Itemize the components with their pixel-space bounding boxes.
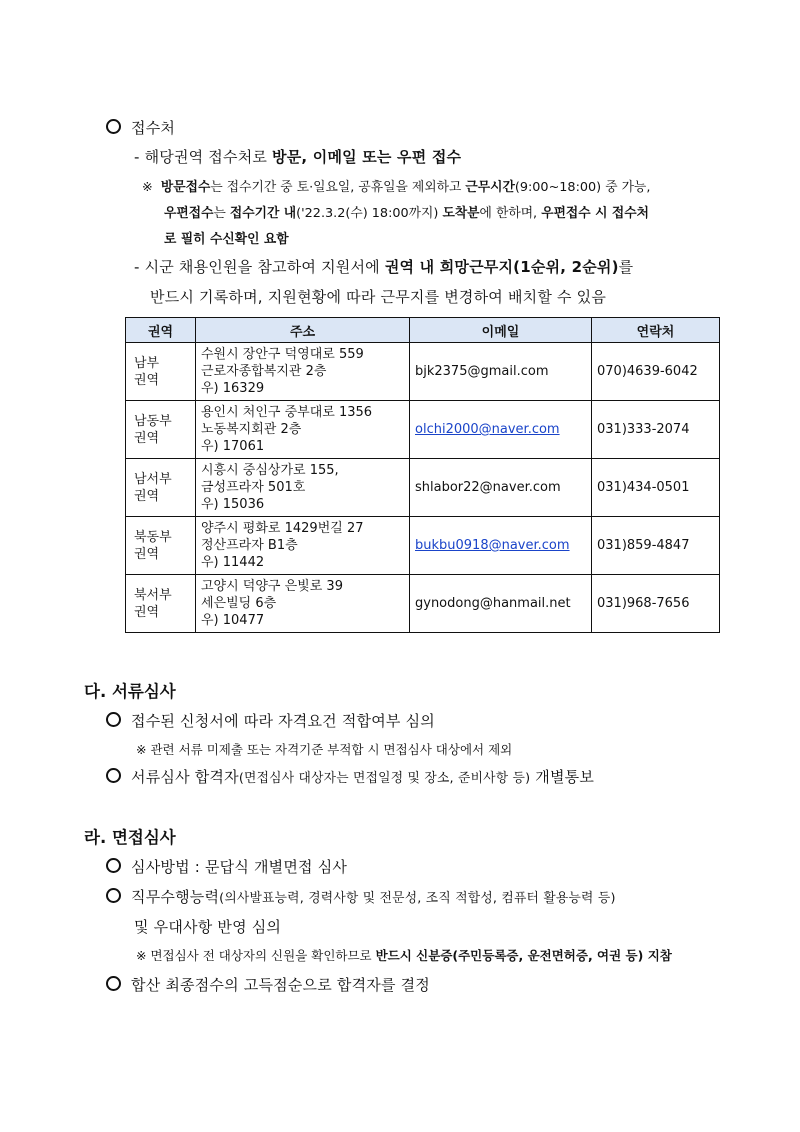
text-bold: 도착분	[442, 206, 480, 221]
text-bold: 근무시간	[465, 180, 515, 195]
phone-cell	[592, 575, 720, 633]
text: 접수된 신청서에 따라 자격요건 적합여부 심의	[131, 712, 435, 730]
interview-item-2-line-2	[134, 916, 281, 937]
text: (9:00~18:00) 중 가능,	[514, 180, 651, 195]
interview-item-1	[106, 856, 347, 877]
phone-text: 031)968-7656	[597, 596, 690, 611]
text: 합산 최종점수의 고득점순으로 합격자를 결정	[131, 976, 430, 994]
email-link[interactable]: bukbu0918@naver.com	[415, 538, 570, 553]
text: 는 접수기간 중 토·일요일, 공휴일을 제외하고	[210, 180, 466, 195]
region-cell	[126, 343, 196, 401]
heading-text: 다. 서류심사	[84, 682, 176, 701]
text: 직무수행능력	[131, 888, 220, 906]
circle-bullet-icon	[106, 119, 121, 134]
table-row	[126, 517, 720, 575]
section-heading-interview	[84, 824, 176, 848]
region-name: 남서부	[134, 471, 172, 487]
interview-item-2	[106, 886, 616, 907]
address-line: 세은빌딩 6층	[201, 596, 277, 611]
postal-code: 우) 15036	[201, 497, 265, 512]
region-suffix: 권역	[134, 488, 160, 504]
region-cell	[126, 517, 196, 575]
phone-text: 031)333-2074	[597, 422, 690, 437]
circle-bullet-icon	[106, 976, 121, 991]
email-link[interactable]: olchi2000@naver.com	[415, 422, 560, 437]
header-email: 이메일	[410, 318, 592, 343]
email-text: bjk2375@gmail.com	[415, 364, 549, 379]
address-line: 근로자종합복지관 2층	[201, 364, 327, 379]
email-cell	[410, 343, 592, 401]
address-line: 금성프라자 501호	[201, 480, 306, 495]
document-review-item-2	[106, 766, 594, 787]
region-cell	[126, 401, 196, 459]
address-line: 고양시 덕양구 은빛로 39	[201, 579, 343, 594]
address-line: 노동복지회관 2층	[201, 422, 302, 437]
circle-bullet-icon	[106, 888, 121, 903]
reception-note-line-1	[142, 176, 650, 195]
text: - 시군 채용인원을 참고하여 지원서에	[134, 258, 385, 276]
table-row	[126, 459, 720, 517]
region-suffix: 권역	[134, 372, 160, 388]
text: 서류심사 합격자	[131, 768, 239, 786]
document-review-note	[136, 740, 512, 758]
table-row	[126, 401, 720, 459]
header-phone: 연락처	[592, 318, 720, 343]
header-address: 주소	[196, 318, 410, 343]
text-bold: 권역 내 희망근무지(1순위, 2순위)	[384, 258, 619, 276]
reception-contacts-table	[125, 317, 720, 633]
postal-code: 우) 10477	[201, 613, 265, 628]
text: ※ 관련 서류 미제출 또는 자격기준 부적합 시 면접심사 대상에서 제외	[136, 742, 513, 757]
heading-text: 라. 면접심사	[84, 828, 176, 847]
email-cell	[410, 517, 592, 575]
reception-dash-2	[134, 256, 633, 277]
text: 는	[213, 206, 230, 221]
address-cell	[196, 459, 410, 517]
text: 개별통보	[530, 768, 595, 786]
postal-code: 우) 17061	[201, 439, 265, 454]
phone-cell	[592, 401, 720, 459]
region-name: 북동부	[134, 529, 172, 545]
email-cell	[410, 459, 592, 517]
text: 심사방법 : 문답식 개별면접 심사	[131, 858, 348, 876]
email-text: shlabor22@naver.com	[415, 480, 561, 495]
address-line: 정산프라자 B1층	[201, 538, 298, 553]
address-cell	[196, 575, 410, 633]
text: - 해당권역 접수처로	[134, 148, 273, 166]
region-cell	[126, 575, 196, 633]
region-cell	[126, 459, 196, 517]
text-small: (의사발표능력, 경력사항 및 전문성, 조직 적합성, 컴퓨터 활용능력 등)	[219, 891, 616, 906]
text-bold: 방문, 이메일 또는 우편 접수	[272, 148, 462, 166]
email-cell	[410, 575, 592, 633]
text-bold: 로 필히 수신확인 요함	[164, 232, 289, 247]
address-line: 수원시 장안구 덕영대로 559	[201, 347, 364, 362]
reception-item	[106, 117, 175, 138]
table-row	[126, 575, 720, 633]
phone-cell	[592, 517, 720, 575]
text-bold: 우편접수 시 접수처	[541, 206, 650, 221]
region-suffix: 권역	[134, 430, 160, 446]
text-bold: 반드시 신분증(주민등록증, 운전면허증, 여권 등) 지참	[375, 948, 672, 963]
text: 및 우대사항 반영 심의	[134, 918, 282, 936]
interview-note	[136, 946, 672, 964]
region-suffix: 권역	[134, 604, 160, 620]
region-suffix: 권역	[134, 546, 160, 562]
phone-text: 070)4639-6042	[597, 364, 698, 379]
address-cell	[196, 517, 410, 575]
interview-item-3	[106, 974, 430, 995]
postal-code: 우) 16329	[201, 381, 265, 396]
text-bold: 우편접수	[164, 206, 214, 221]
document-review-item-1	[106, 710, 435, 731]
text: 에 한하며,	[479, 206, 542, 221]
region-name: 남부	[134, 355, 160, 371]
text-small: (면접심사 대상자는 면접일정 및 장소, 준비사항 등)	[238, 771, 531, 786]
phone-text: 031)434-0501	[597, 480, 690, 495]
address-cell	[196, 343, 410, 401]
email-cell	[410, 401, 592, 459]
address-cell	[196, 401, 410, 459]
phone-cell	[592, 459, 720, 517]
address-line: 시흥시 중심상가로 155,	[201, 463, 339, 478]
postal-code: 우) 11442	[201, 555, 265, 570]
text: 반드시 기록하며, 지원현황에 따라 근무지를 변경하여 배치할 수 있음	[150, 288, 607, 306]
reception-dash-2-line-2	[150, 286, 606, 307]
table-header-row	[126, 318, 720, 343]
text: ※ 면접심사 전 대상자의 신원을 확인하므로	[136, 948, 376, 963]
email-text: gynodong@hanmail.net	[415, 596, 571, 611]
circle-bullet-icon	[106, 712, 121, 727]
reception-note-line-3	[164, 228, 289, 247]
address-line: 양주시 평화로 1429번길 27	[201, 521, 364, 536]
text: 를	[618, 258, 634, 276]
reception-title: 접수처	[131, 119, 176, 137]
region-name: 남동부	[134, 413, 172, 429]
address-line: 용인시 처인구 중부대로 1356	[201, 405, 373, 420]
region-name: 북서부	[134, 587, 172, 603]
header-region: 권역	[126, 318, 196, 343]
reference-mark: ※	[142, 180, 153, 195]
table-row	[126, 343, 720, 401]
text-bold: 방문접수	[160, 180, 211, 195]
phone-cell	[592, 343, 720, 401]
text-bold: 접수기간 내	[229, 206, 297, 221]
reception-note-line-2	[164, 202, 649, 221]
phone-text: 031)859-4847	[597, 538, 690, 553]
section-heading-document-review	[84, 678, 176, 702]
circle-bullet-icon	[106, 768, 121, 783]
reception-dash-1	[134, 146, 461, 167]
text: ('22.3.2(수) 18:00까지)	[296, 206, 443, 221]
circle-bullet-icon	[106, 858, 121, 873]
